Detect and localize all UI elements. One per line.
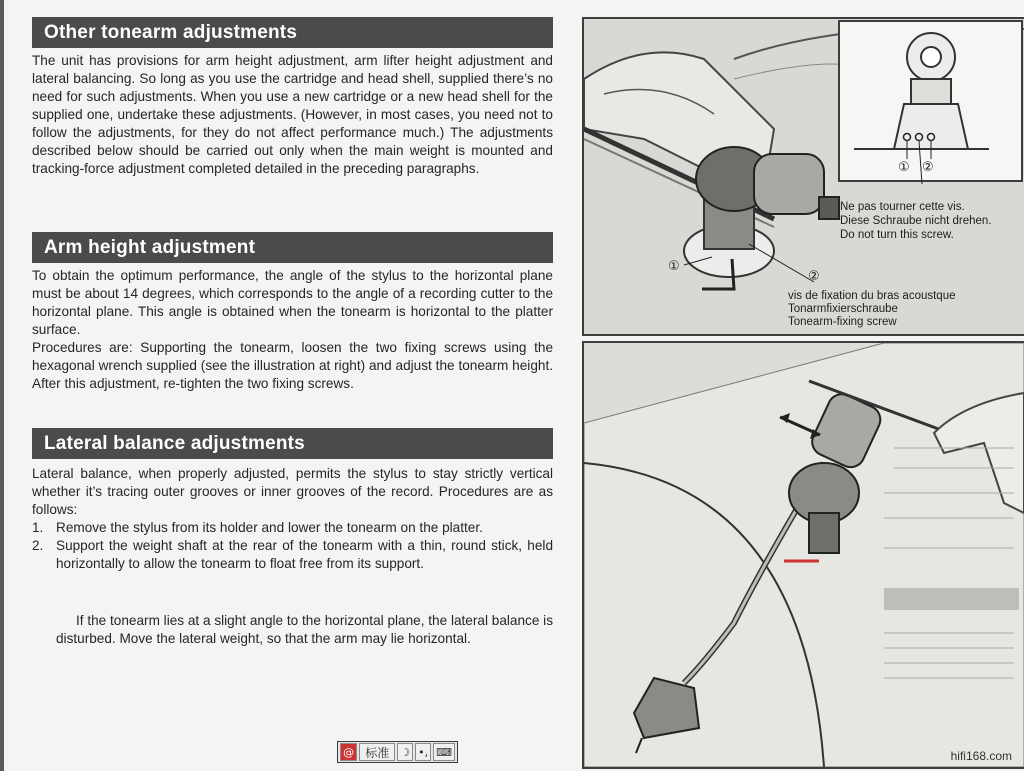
ime-mode-button[interactable]: 标准: [359, 743, 395, 761]
screw-warning-de: Diese Schraube nicht drehen.: [840, 215, 992, 227]
arm-height-paragraph-2: Procedures are: Supporting the tonearm, loosen the two fixing screws using the hexagonal wrench supplied (see the illustration at right) and adjust the tonearm height. After this adjustment, re-tighten the two fixing screws.: [32, 340, 553, 391]
list-item: 1. Remove the stylus from its holder and lower the tonearm on the platter.: [32, 520, 483, 535]
screw-warning-fr: Ne pas tourner cette vis.: [840, 201, 965, 213]
screw-warning-en: Do not turn this screw.: [840, 229, 954, 241]
watermark: hifi168.com: [950, 749, 1012, 763]
fixing-screw-en: Tonearm-fixing screw: [788, 316, 897, 328]
section-heading-arm-height: Arm height adjustment: [32, 232, 553, 263]
page-left-border: [0, 0, 4, 771]
lateral-balance-drawing: [584, 343, 1024, 767]
section-heading-lateral-balance: Lateral balance adjustments: [32, 428, 553, 459]
lateral-balance-note: If the tonearm lies at a slight angle to the horizontal plane, the lateral balance is disturbed. Move the lateral weight, so that the arm may lie horizontal.: [56, 613, 553, 646]
inset-marker-2: ②: [922, 159, 934, 174]
list-item: 2. Support the weight shaft at the rear of the tonearm with a thin, round stick, held horizontally to allow the tonearm to float free from its support.: [32, 538, 553, 571]
punctuation-icon[interactable]: •,: [415, 743, 431, 761]
fixing-screw-fr: vis de fixation du bras acoustque: [788, 290, 956, 302]
moon-icon[interactable]: ☽: [397, 743, 413, 761]
arm-height-paragraph-1: To obtain the optimum performance, the angle of the stylus to the horizontal plane must be about 14 degrees, which corresponds to the angle of a recording cutter to the horizontal plane. This angle is obtained when the tonearm is horizontal to the platter surface.: [32, 268, 553, 337]
ime-toolbar: [337, 741, 458, 763]
ime-logo-icon[interactable]: @: [340, 743, 357, 761]
section-heading-other-adjustments: Other tonearm adjustments: [32, 17, 553, 48]
inset-marker-1: ①: [898, 159, 910, 174]
base-marker-2: ②: [808, 268, 820, 283]
tonearm-base-drawing: [584, 19, 1024, 334]
base-marker-1: ①: [668, 258, 680, 273]
lateral-balance-steps: [32, 519, 553, 573]
other-adjustments-paragraph: The unit has provisions for arm height adjustment, arm lifter height adjustment and lateral balancing. So long as you use the cartridge and head shell, supplied there’s no need for such adjustments. When you use a new cartridge or a new head shell for the supplied one, undertake these adjustments. (However, in most cases, you need not to follow the adjustments, for they do not affect performance much.) The adjustments described below should be carried out only when the main weight is mounted and tracking-force adjustment completed detailed in the preceding paragraphs.: [32, 53, 553, 176]
tonearm-base-illustration: [582, 17, 1024, 336]
keyboard-icon[interactable]: ⌨: [433, 743, 455, 761]
lateral-balance-illustration: [582, 341, 1024, 769]
fixing-screw-de: Tonarmfixierschraube: [788, 303, 898, 315]
lateral-balance-intro: Lateral balance, when properly adjusted, permits the stylus to stay strictly vertical whether it’s tracing outer grooves or inner grooves of the record. Procedures are as follows:: [32, 466, 553, 517]
